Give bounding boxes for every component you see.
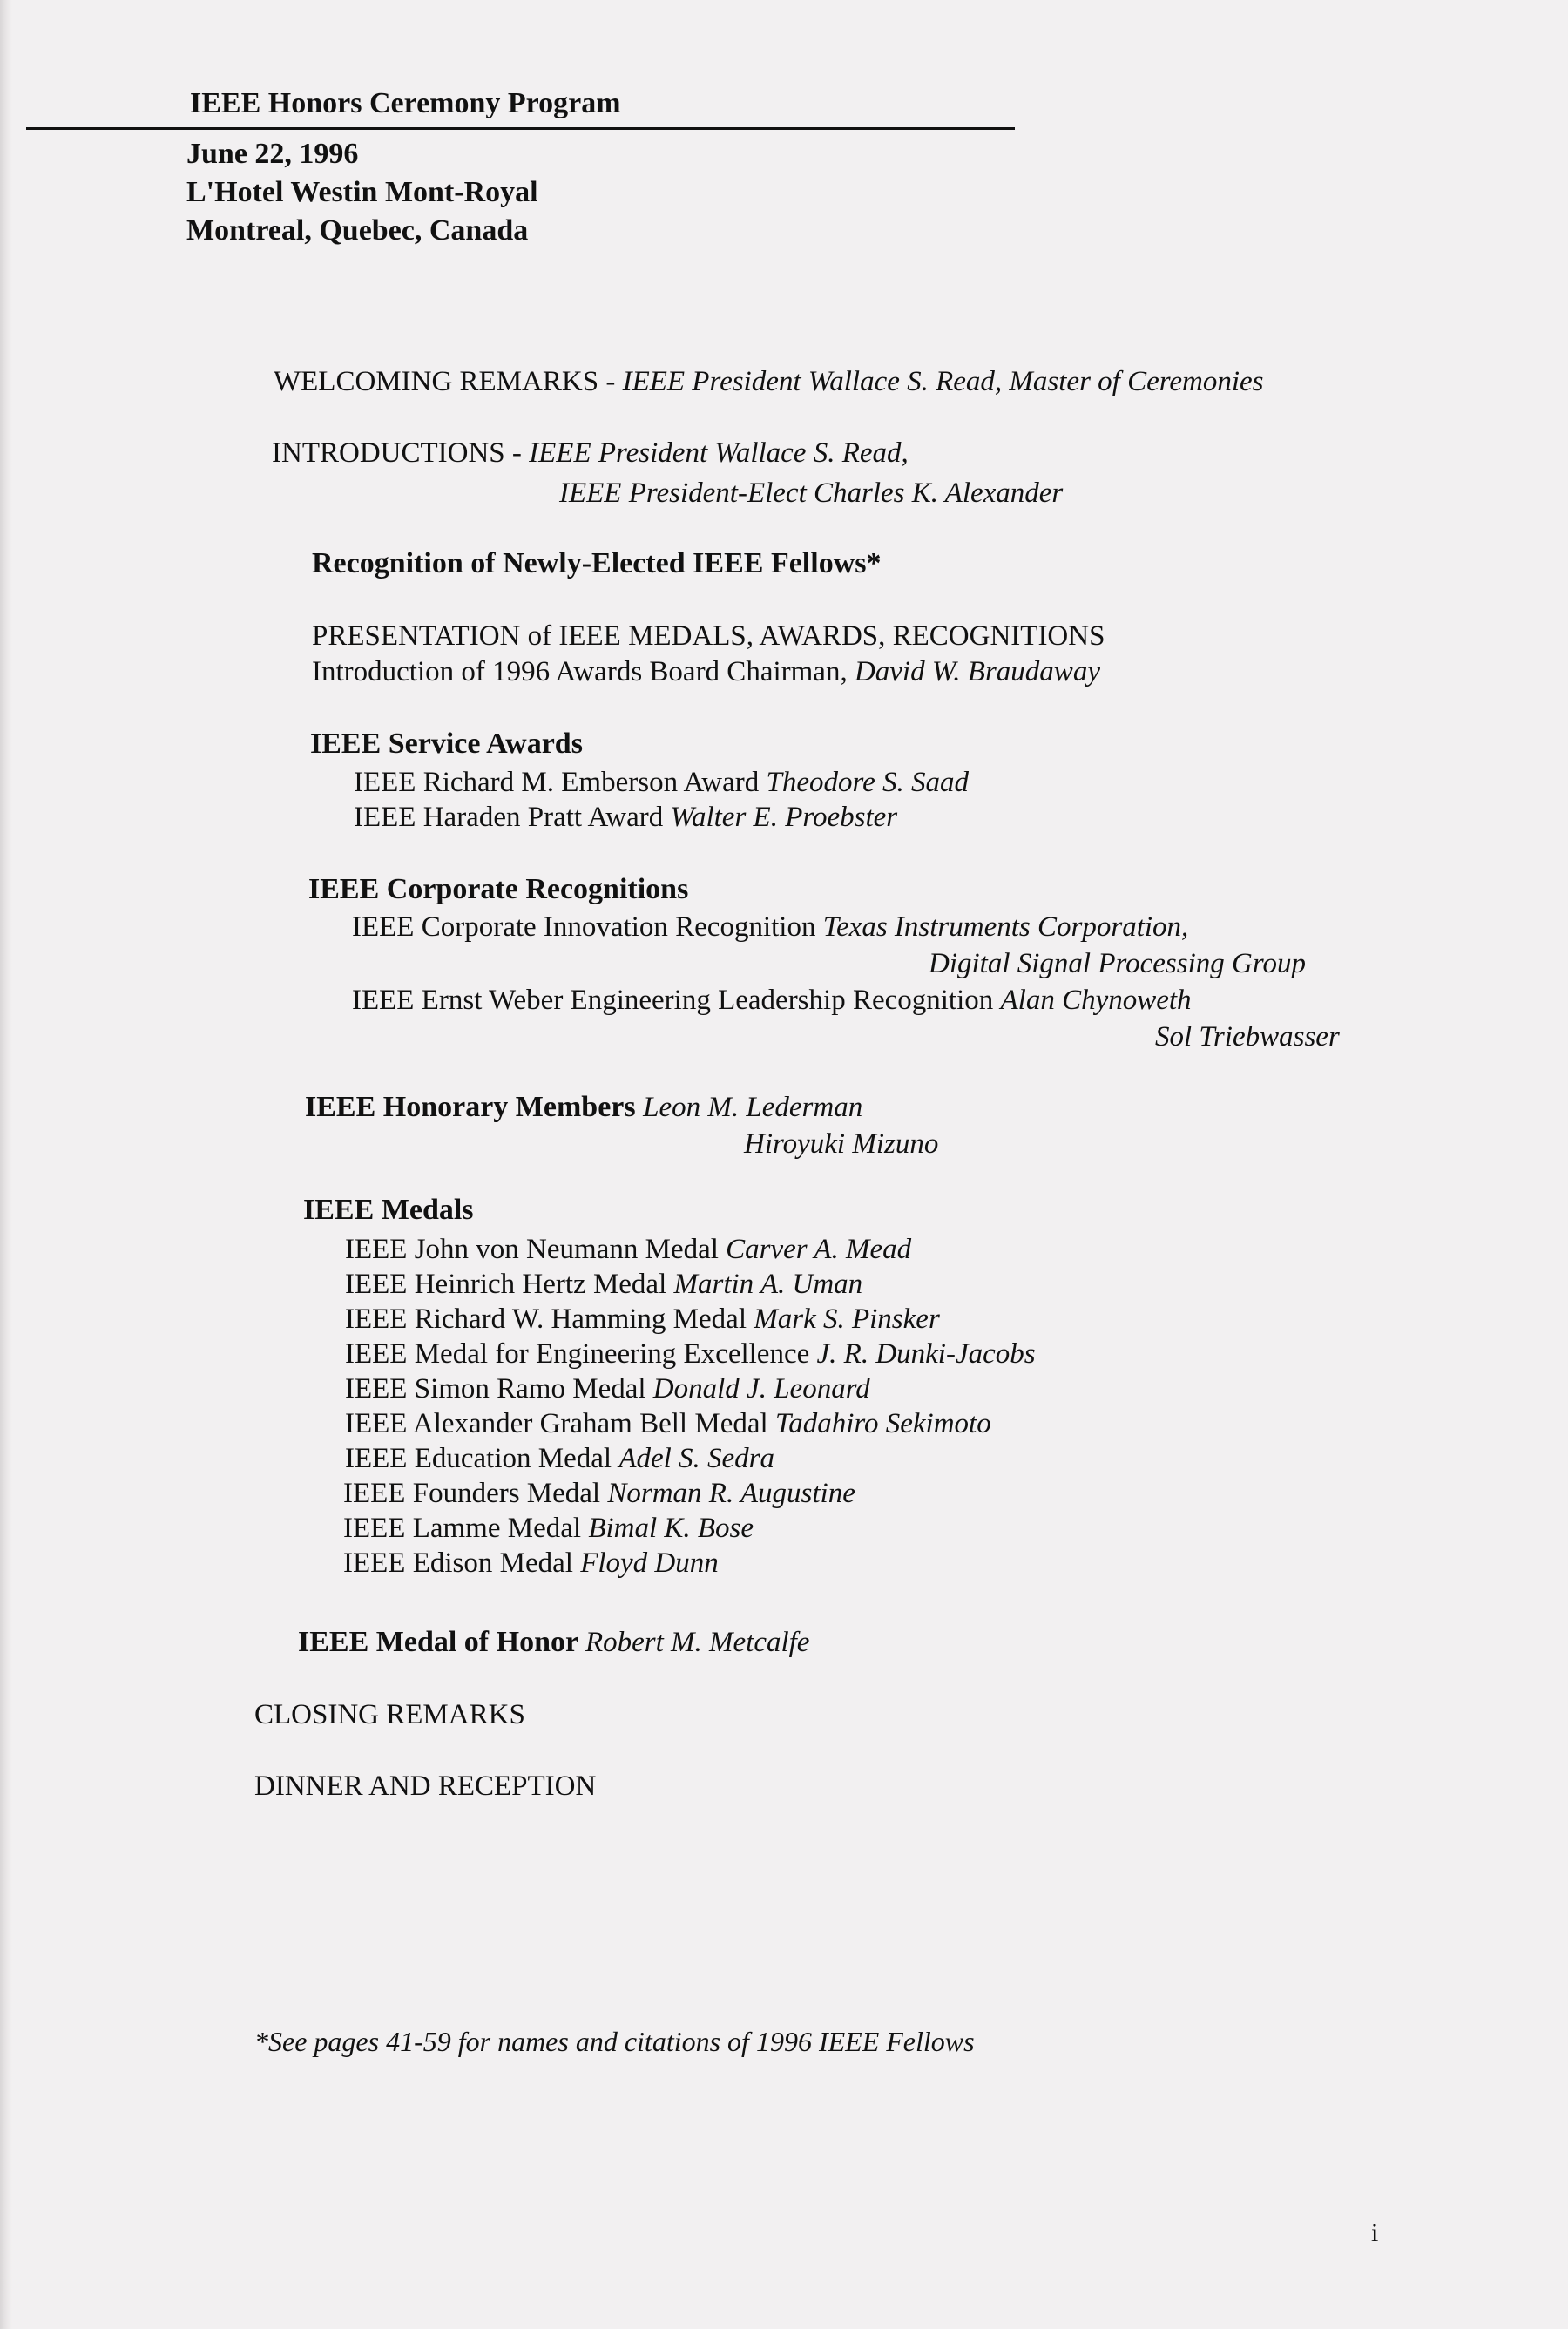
introductions-label: INTRODUCTIONS -	[272, 437, 530, 469]
awards-board-chairman: David W. Braudaway	[854, 656, 1100, 687]
award-title: IEEE Corporate Innovation Recognition	[352, 911, 823, 943]
presentation-line2-label: Introduction of 1996 Awards Board Chairman,	[312, 656, 855, 687]
recipient-name: Martin A. Uman	[673, 1269, 863, 1300]
award-title: IEEE Simon Ramo Medal	[345, 1373, 653, 1405]
page-binding-edge	[0, 0, 12, 2329]
introductions-line1: IEEE President Wallace S. Read,	[529, 437, 909, 469]
medal-item	[343, 1513, 754, 1545]
recipient-name: Walter E. Proebster	[670, 802, 898, 833]
introductions-line2: IEEE President-Elect Charles K. Alexander	[559, 477, 1064, 509]
recipient-name-second: Sol Triebwasser	[1155, 1021, 1340, 1053]
recipient-name: Donald J. Leonard	[652, 1373, 870, 1405]
ceremony-date: June 22, 1996	[186, 138, 359, 170]
recipient-name: Alan Chynoweth	[1000, 985, 1192, 1016]
dinner-and-reception: DINNER AND RECEPTION	[254, 1770, 597, 1802]
recipient-name-second: Hiroyuki Mizuno	[744, 1128, 939, 1160]
award-title: IEEE Medal for Engineering Excellence	[345, 1338, 817, 1370]
fellows-heading: Recognition of Newly-Elected IEEE Fellows*	[312, 547, 882, 579]
award-title: IEEE Alexander Graham Bell Medal	[345, 1408, 775, 1439]
ceremony-location: Montreal, Quebec, Canada	[186, 214, 529, 247]
closing-remarks: CLOSING REMARKS	[254, 1699, 525, 1730]
recipient-name: Bimal K. Bose	[588, 1513, 754, 1544]
corporate-recognitions-heading: IEEE Corporate Recognitions	[308, 873, 689, 905]
award-title: IEEE Heinrich Hertz Medal	[345, 1269, 674, 1300]
recipient-name: Mark S. Pinsker	[754, 1303, 940, 1335]
honorary-members-heading: IEEE Honorary Members	[305, 1091, 644, 1123]
medals-heading: IEEE Medals	[303, 1194, 474, 1226]
award-title: IEEE Education Medal	[345, 1443, 619, 1474]
welcoming-detail: IEEE President Wallace S. Read, Master of Ceremonies	[622, 366, 1264, 397]
medal-item	[345, 1408, 991, 1440]
ceremony-venue: L'Hotel Westin Mont-Royal	[186, 176, 538, 208]
header-rule	[26, 127, 1015, 130]
medal-of-honor	[298, 1626, 809, 1659]
medal-item	[343, 1478, 855, 1510]
medal-item	[345, 1373, 870, 1405]
recipient-name: Robert M. Metcalfe	[585, 1627, 810, 1658]
award-title: IEEE Edison Medal	[343, 1547, 581, 1579]
medal-item	[345, 1338, 1036, 1371]
award-title: IEEE John von Neumann Medal	[345, 1234, 727, 1265]
award-title: IEEE Lamme Medal	[343, 1513, 589, 1544]
recipient-name: Carver A. Mead	[726, 1234, 912, 1265]
award-title: IEEE Ernst Weber Engineering Leadership Recognition	[352, 985, 1001, 1016]
recipient-name: Floyd Dunn	[580, 1547, 719, 1579]
award-title: IEEE Founders Medal	[343, 1478, 608, 1509]
medal-item	[345, 1269, 862, 1301]
recipient-name: Theodore S. Saad	[766, 767, 970, 798]
medal-item	[343, 1547, 719, 1580]
program-title: IEEE Honors Ceremony Program	[190, 87, 621, 119]
recipient-name: J. R. Dunki-Jacobs	[816, 1338, 1036, 1370]
welcoming-remarks	[274, 366, 1264, 398]
medal-item	[345, 1234, 911, 1266]
recipient-name: Norman R. Augustine	[607, 1478, 855, 1509]
medal-of-honor-heading: IEEE Medal of Honor	[298, 1626, 585, 1658]
recipient-name-continued: Digital Signal Processing Group	[929, 948, 1306, 979]
service-award-item	[354, 802, 897, 834]
service-award-item	[354, 767, 969, 799]
page-number: i	[1371, 2218, 1379, 2247]
award-title: IEEE Richard M. Emberson Award	[354, 767, 767, 798]
presentation-line1: PRESENTATION of IEEE MEDALS, AWARDS, RECOGNITIONS	[312, 620, 1105, 652]
award-title: IEEE Haraden Pratt Award	[354, 802, 671, 833]
fellows-footnote: *See pages 41-59 for names and citations of 1996 IEEE Fellows	[254, 2026, 975, 2057]
medal-item	[345, 1443, 774, 1475]
honorary-members	[305, 1091, 862, 1124]
service-awards-heading: IEEE Service Awards	[310, 728, 583, 760]
medal-item	[345, 1303, 940, 1336]
recipient-name: Tadahiro Sekimoto	[774, 1408, 991, 1439]
corporate-recognition-item	[352, 911, 1188, 944]
recipient-name: Adel S. Sedra	[618, 1443, 775, 1474]
recipient-name: Leon M. Lederman	[643, 1092, 863, 1123]
presentation-line2	[312, 656, 1100, 688]
welcoming-label: WELCOMING REMARKS -	[274, 366, 623, 397]
introductions	[272, 437, 909, 470]
recipient-name: Texas Instruments Corporation,	[822, 911, 1189, 943]
award-title: IEEE Richard W. Hamming Medal	[345, 1303, 754, 1335]
corporate-recognition-item	[352, 985, 1192, 1017]
